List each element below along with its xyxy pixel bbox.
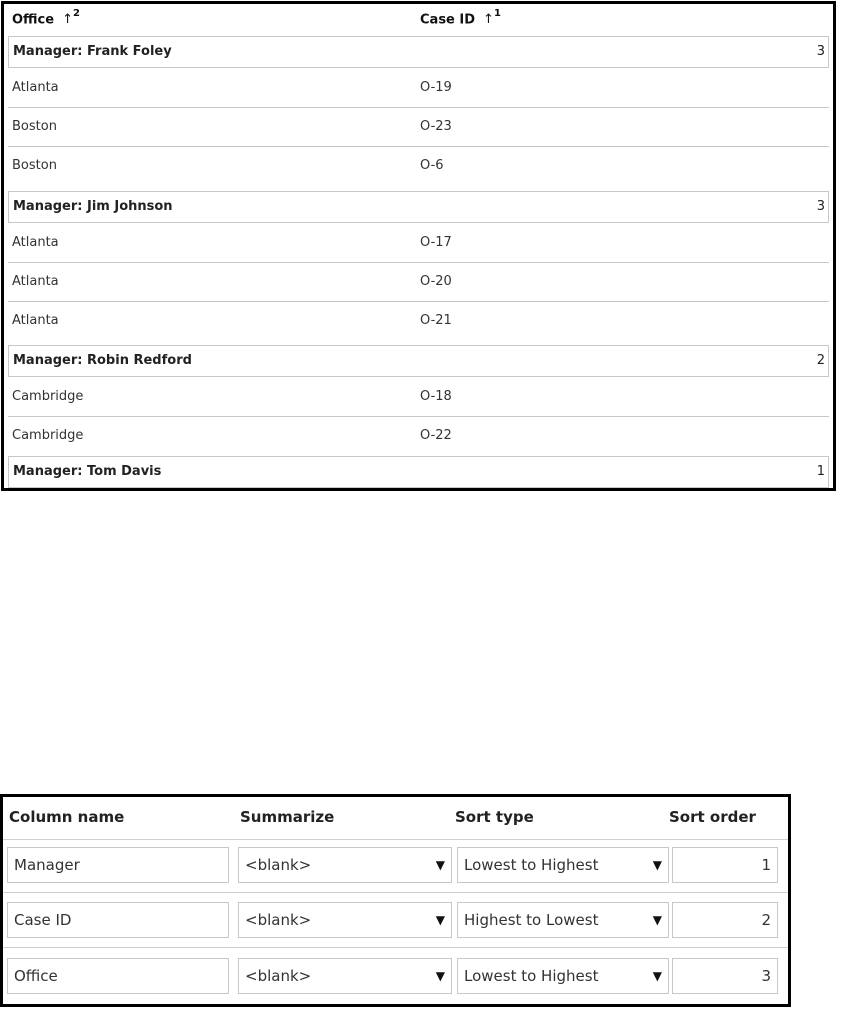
group-count: 2: [816, 353, 825, 368]
row-divider: [3, 892, 788, 893]
column-name-field[interactable]: Case ID: [7, 902, 229, 938]
report-header-row: [4, 4, 833, 36]
office-cell: Cambridge: [12, 428, 84, 443]
dropdown-triangle-icon[interactable]: ▼: [652, 913, 662, 927]
sort-rank-case-id: 1: [493, 8, 501, 19]
summarize-value: <blank>: [245, 911, 312, 929]
group-header-row[interactable]: [8, 456, 829, 488]
dropdown-triangle-icon[interactable]: ▼: [435, 969, 445, 983]
group-count: 3: [816, 199, 825, 214]
office-cell: Atlanta: [12, 313, 59, 328]
sort-type-select[interactable]: [457, 902, 669, 938]
header-sort-type: Sort type: [455, 808, 534, 826]
table-row[interactable]: [8, 69, 829, 108]
column-name-field[interactable]: Office: [7, 958, 229, 994]
office-cell: Cambridge: [12, 389, 84, 404]
dropdown-triangle-icon[interactable]: ▼: [435, 913, 445, 927]
group-header-row[interactable]: [8, 191, 829, 223]
case-id-cell: O-6: [420, 158, 444, 173]
group-label: Manager: Jim Johnson: [13, 199, 173, 214]
case-id-cell: O-22: [420, 428, 452, 443]
dropdown-triangle-icon[interactable]: ▼: [652, 858, 662, 872]
sort-config-row: [3, 902, 788, 957]
dropdown-triangle-icon[interactable]: ▼: [435, 858, 445, 872]
table-row[interactable]: [8, 263, 829, 302]
sort-type-value: Lowest to Highest: [464, 967, 599, 985]
case-id-cell: O-19: [420, 80, 452, 95]
sort-type-select[interactable]: [457, 958, 669, 994]
sort-ascending-icon: ↑$^1$: [483, 8, 501, 28]
sort-order-field[interactable]: 3: [672, 958, 778, 994]
case-id-cell: O-17: [420, 235, 452, 250]
sort-order-field[interactable]: 2: [672, 902, 778, 938]
table-row[interactable]: [8, 417, 829, 456]
case-id-cell: O-18: [420, 389, 452, 404]
sort-configuration-table: [0, 794, 791, 1007]
header-divider: [3, 839, 788, 840]
report-grid: [1, 1, 836, 491]
group-label: Manager: Frank Foley: [13, 44, 172, 59]
sort-type-value: Lowest to Highest: [464, 856, 599, 874]
table-row[interactable]: [8, 302, 829, 341]
office-cell: Atlanta: [12, 80, 59, 95]
group-count: 1: [816, 464, 825, 479]
table-row[interactable]: [8, 378, 829, 417]
office-cell: Boston: [12, 158, 57, 173]
case-id-cell: O-23: [420, 119, 452, 134]
group-count: 3: [816, 44, 825, 59]
group-header-row[interactable]: [8, 36, 829, 68]
row-divider: [3, 947, 788, 948]
office-cell: Atlanta: [12, 235, 59, 250]
table-row[interactable]: [8, 224, 829, 263]
column-header-case-id[interactable]: [420, 10, 501, 27]
group-label: Manager: Robin Redford: [13, 353, 192, 368]
sort-config-row: [3, 958, 788, 1013]
office-cell: Boston: [12, 119, 57, 134]
summarize-select[interactable]: [238, 902, 452, 938]
summarize-select[interactable]: [238, 958, 452, 994]
table-row[interactable]: [8, 108, 829, 147]
sort-type-select[interactable]: [457, 847, 669, 883]
summarize-select[interactable]: [238, 847, 452, 883]
group-label: Manager: Tom Davis: [13, 464, 162, 479]
sort-config-row: [3, 847, 788, 902]
dropdown-triangle-icon[interactable]: ▼: [652, 969, 662, 983]
office-cell: Atlanta: [12, 274, 59, 289]
table-row[interactable]: [8, 147, 829, 186]
summarize-value: <blank>: [245, 967, 312, 985]
column-header-office[interactable]: [12, 10, 80, 27]
column-name-field[interactable]: Manager: [7, 847, 229, 883]
sort-order-field[interactable]: 1: [672, 847, 778, 883]
header-column-name: Column name: [9, 808, 125, 826]
column-header-office-label: Office: [12, 12, 55, 28]
header-summarize: Summarize: [240, 808, 335, 826]
case-id-cell: O-20: [420, 274, 452, 289]
group-header-row[interactable]: [8, 345, 829, 377]
sort-type-value: Highest to Lowest: [464, 911, 599, 929]
column-header-case-id-label: Case ID: [420, 12, 476, 28]
header-sort-order: Sort order: [669, 808, 756, 826]
summarize-value: <blank>: [245, 856, 312, 874]
case-id-cell: O-21: [420, 313, 452, 328]
sort-ascending-icon: ↑$^2$: [62, 8, 80, 28]
sort-rank-office: 2: [72, 8, 80, 19]
